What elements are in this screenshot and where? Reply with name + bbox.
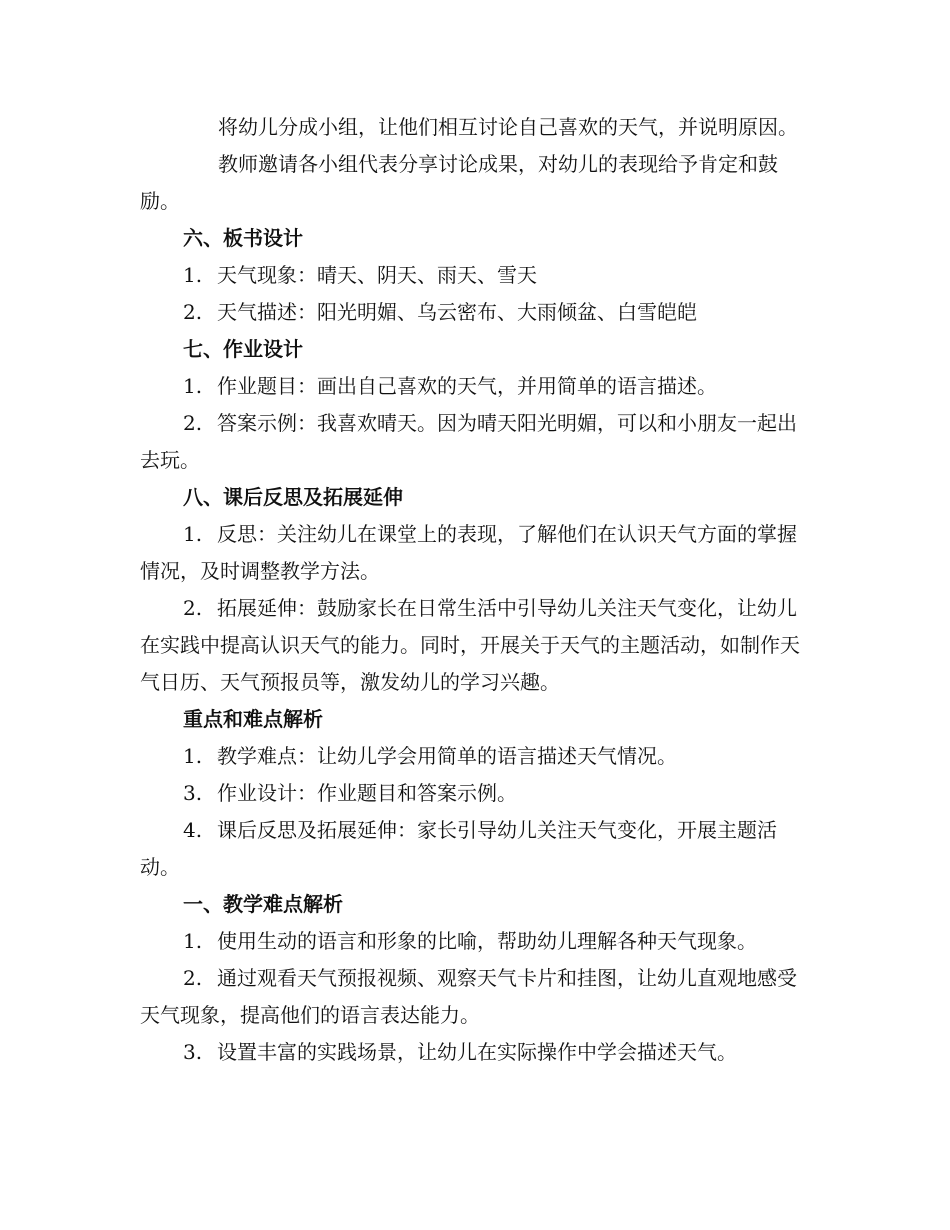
list-item-number: 1. — [183, 744, 203, 768]
section-heading-key-points: 重点和难点解析 — [183, 707, 323, 731]
list-item-number: 3. — [183, 1040, 203, 1064]
list-item-number: 4. — [183, 818, 203, 842]
list-item-number: 1. — [183, 929, 203, 953]
list-item-text: 答案示例：我喜欢晴天。因为晴天阳光明媚，可以和小朋友一起出去玩。 — [140, 411, 797, 472]
list-item — [140, 738, 805, 775]
list-item-number: 3. — [183, 781, 203, 805]
list-item — [140, 1034, 805, 1071]
list-item-text: 设置丰富的实践场景，让幼儿在实际操作中学会描述天气。 — [217, 1040, 737, 1064]
list-item — [140, 960, 805, 1034]
section-heading-teaching-difficulty: 一、教学难点解析 — [183, 892, 343, 916]
section-heading-board-design: 六、板书设计 — [183, 226, 303, 250]
list-item — [140, 590, 805, 701]
list-item — [140, 294, 805, 331]
list-item-number: 2. — [183, 596, 203, 620]
list-item-number: 2. — [183, 411, 203, 435]
list-item — [140, 775, 805, 812]
list-item-number: 1. — [183, 522, 203, 546]
list-item-number: 1. — [183, 374, 203, 398]
list-item-text: 通过观看天气预报视频、观察天气卡片和挂图，让幼儿直观地感受天气现象，提高他们的语言表达能力。 — [140, 966, 797, 1027]
list-item-text: 拓展延伸：鼓励家长在日常生活中引导幼儿关注天气变化，让幼儿在实践中提高认识天气的能力。同时，开展关于天气的主题活动，如制作天气日历、天气预报员等，激发幼儿的学习兴趣。 — [140, 596, 800, 694]
list-item — [140, 405, 805, 479]
list-item-text: 教学难点：让幼儿学会用简单的语言描述天气情况。 — [217, 744, 677, 768]
section-heading-homework-design: 七、作业设计 — [183, 337, 303, 361]
list-item-text: 天气描述：阳光明媚、乌云密布、大雨倾盆、白雪皑皑 — [217, 300, 697, 324]
paragraph-teacher-invite: 教师邀请各小组代表分享讨论成果，对幼儿的表现给予肯定和鼓励。 — [140, 152, 778, 213]
list-item — [140, 257, 805, 294]
list-item-text: 作业题目：画出自己喜欢的天气，并用简单的语言描述。 — [217, 374, 717, 398]
list-item — [140, 812, 805, 886]
list-item — [140, 516, 805, 590]
section-heading-reflection: 八、课后反思及拓展延伸 — [183, 485, 403, 509]
list-item-text: 天气现象：晴天、阴天、雨天、雪天 — [217, 263, 537, 287]
list-item-text: 课后反思及拓展延伸：家长引导幼儿关注天气变化，开展主题活动。 — [140, 818, 777, 879]
list-item-number: 2. — [183, 966, 203, 990]
list-item-text: 反思：关注幼儿在课堂上的表现，了解他们在认识天气方面的掌握情况，及时调整教学方法。 — [140, 522, 797, 583]
list-item-number: 2. — [183, 300, 203, 324]
list-item — [140, 368, 805, 405]
list-item-text: 使用生动的语言和形象的比喻，帮助幼儿理解各种天气现象。 — [217, 929, 757, 953]
list-item-text: 作业设计：作业题目和答案示例。 — [217, 781, 517, 805]
document-page — [140, 109, 805, 1071]
list-item-number: 1. — [183, 263, 203, 287]
paragraph-group-discussion: 将幼儿分成小组，让他们相互讨论自己喜欢的天气，并说明原因。 — [218, 115, 798, 139]
list-item — [140, 923, 805, 960]
